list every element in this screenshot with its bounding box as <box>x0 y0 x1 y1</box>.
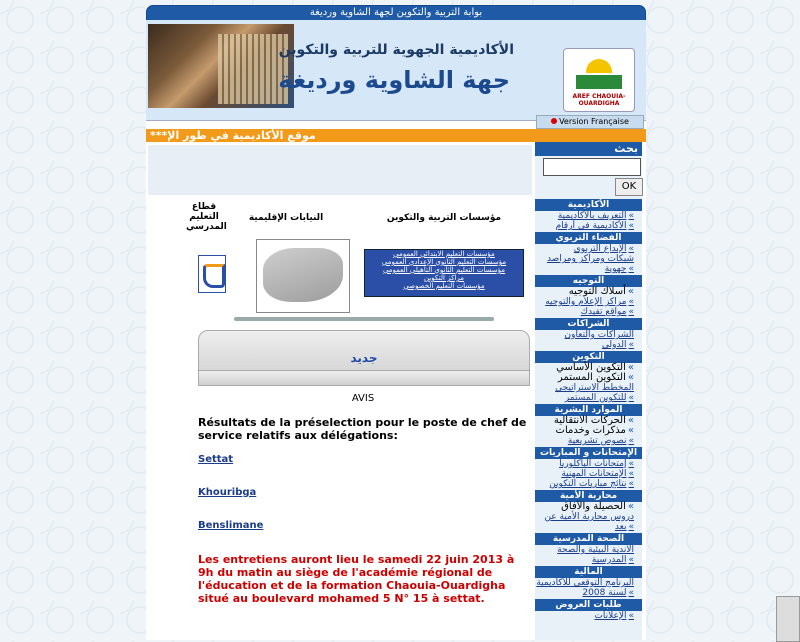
region-map[interactable] <box>256 239 350 313</box>
page <box>146 5 646 640</box>
section-school-sector[interactable]: قطاع التعليم المدرسي <box>186 202 227 232</box>
news-subheader <box>198 370 530 386</box>
sidebar <box>535 142 642 640</box>
menu-category: التكوين <box>535 351 642 363</box>
menu-item[interactable]: شبكات ومراكز ومراصد جهوية « <box>535 254 642 274</box>
menu-item[interactable]: التكوين المستمر « <box>535 373 642 383</box>
academy-logo[interactable]: AREF CHAOUIA-OUARDIGHA <box>563 48 635 112</box>
link-khouribga[interactable]: Khouribga <box>198 487 257 498</box>
search-input[interactable] <box>543 158 641 176</box>
menu-item[interactable]: البرنامج التوقعي للأكاديمية لسنة 2008 « <box>535 578 642 598</box>
menu-item[interactable]: إمتحانات الباكلوريا « <box>535 459 642 469</box>
menu-item[interactable]: الأكاديمية في أرقام « <box>535 221 642 231</box>
header-photo <box>148 24 294 108</box>
divider <box>234 317 494 321</box>
menu-item[interactable]: مذكرات وخدمات « <box>535 426 642 436</box>
menu-item[interactable]: مواقع تفيدك « <box>535 307 642 317</box>
menu-item[interactable]: الحركات الانتقالية « <box>535 416 642 426</box>
menu-item[interactable]: المخطط الاستراتيجي للتكوين المستمر « <box>535 383 642 403</box>
menu-item[interactable]: الإبداع التربوي « <box>535 244 642 254</box>
news-header <box>198 330 530 374</box>
announcement <box>198 393 528 605</box>
menu-item[interactable]: الشراكات والتعاون الدولي « <box>535 330 642 350</box>
content-banner <box>148 145 532 195</box>
menu-item[interactable]: نتائج مباريات التكوين « <box>535 479 642 489</box>
menu-item[interactable]: الإمتحانات المهنية « <box>535 469 642 479</box>
link-private-schools[interactable]: مؤسسات التعليم الخصوصي <box>403 282 485 290</box>
menu-item[interactable]: دروس محاربة الأمية عن بعد « <box>535 512 642 532</box>
sidebar-menu <box>535 198 642 621</box>
link-training-centers[interactable]: مراكز التكوين <box>424 274 464 282</box>
search-button[interactable]: OK <box>615 178 643 196</box>
menu-item[interactable]: مراكز الإعلام والتوجيه « <box>535 297 642 307</box>
header-subtitle: جهة الشاوية ورديغة <box>278 66 510 94</box>
menu-category: التوجيه <box>535 275 642 287</box>
flag-icon <box>551 118 557 124</box>
menu-item[interactable]: الأندية البيئية والصحة المدرسية « <box>535 545 642 565</box>
menu-category: الموارد البشرية <box>535 404 642 416</box>
menu-category: الإمتحانات و المباريات <box>535 447 642 459</box>
menu-category: الشراكات <box>535 318 642 330</box>
menu-category: الأكاديمية <box>535 199 642 211</box>
menu-category: الفضاء التربوي <box>535 232 642 244</box>
news-title: جديد <box>350 351 378 365</box>
menu-category: الصحة المدرسية <box>535 533 642 545</box>
search-title: بحث <box>535 142 642 156</box>
header <box>146 20 646 121</box>
link-middle-schools[interactable]: مؤسسات التعليم الثانوي الإعدادي العمومي <box>381 258 507 266</box>
section-institutions[interactable]: مؤسسات التربية والتكوين <box>386 213 502 223</box>
link-settat[interactable]: Settat <box>198 454 234 465</box>
menu-item[interactable]: التعريف بالأكاديمية « <box>535 211 642 221</box>
menu-item[interactable]: أسلاك التوجيه « <box>535 287 642 297</box>
announcement-intro: Résultats de la préselection pour le poste de chef de service relatifs aux délégations: <box>198 416 527 442</box>
menu-item[interactable]: الإعلانات « <box>535 611 642 621</box>
education-logo[interactable] <box>198 255 226 293</box>
menu-item[interactable]: الحصيلة والآفاق « <box>535 502 642 512</box>
announcement-title: AVIS <box>351 393 375 404</box>
menu-item[interactable]: نصوص تشريعية « <box>535 436 642 446</box>
institutions-links <box>364 249 524 297</box>
main-content <box>146 145 534 640</box>
section-delegations[interactable]: النيابات الإقليمية <box>248 213 324 223</box>
language-link[interactable]: Version Française <box>536 115 644 129</box>
menu-item[interactable]: التكوين الأساسي « <box>535 363 642 373</box>
link-benslimane[interactable]: Benslimane <box>198 520 264 531</box>
menu-category: محاربة الأمية <box>535 490 642 502</box>
link-primary-schools[interactable]: مؤسسات التعليم الابتدائي العمومي <box>393 250 495 258</box>
top-banner: بوابة التربية والتكوين لجهة الشاوية ورديغة <box>146 5 646 21</box>
menu-category: المالية <box>535 566 642 578</box>
news-ticker: ***موقع الأكاديمية في طور الإ <box>146 129 646 142</box>
scrollbar[interactable] <box>776 596 800 642</box>
menu-category: طلبات العروض <box>535 599 642 611</box>
link-high-schools[interactable]: مؤسسات التعليم الثانوي التأهيلي العمومي <box>382 266 506 274</box>
header-title: الأكاديمية الجهوية للتربية والتكوين <box>278 42 514 58</box>
announcement-notice: Les entretiens auront lieu le samedi 22 juin 2013 à 9h du matin au siège de l'académie régional de l'éducation et de la formation Chaouia-Ouardigha situé au boulevard mohamed 5 N° 15 à settat. <box>198 553 515 605</box>
